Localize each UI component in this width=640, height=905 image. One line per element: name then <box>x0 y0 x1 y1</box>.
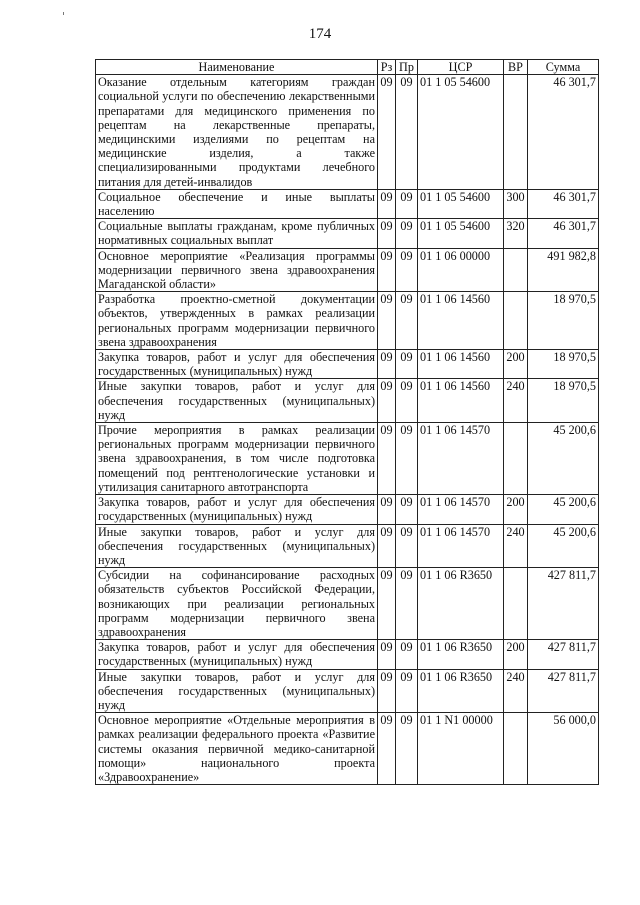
row-pr: 09 <box>396 568 418 640</box>
row-csr: 01 1 05 54600 <box>418 75 504 190</box>
row-pr: 09 <box>396 669 418 713</box>
row-sum: 18 970,5 <box>528 350 599 379</box>
table-row <box>96 219 599 248</box>
table-row <box>96 713 599 785</box>
row-vr: 240 <box>504 669 528 713</box>
row-name: Иные закупки товаров, работ и услуг для обеспечения государственных (муниципальных) нужд <box>96 379 378 423</box>
row-name: Субсидии на софинансирование расходных обязательств субъектов Российской Федерации, возникающих при реализации региональных программ модернизации первичного звена здравоохранения <box>96 568 378 640</box>
row-name: Прочие мероприятия в рамках реализации региональных программ модернизации первичного звена здравоохранения, в том числе подготовка помещений под рентгенологические установки и утилизация санитарного автотранспорта <box>96 423 378 495</box>
header-rz: Рз <box>378 60 396 75</box>
row-pr: 09 <box>396 219 418 248</box>
row-vr: 200 <box>504 495 528 524</box>
row-rz: 09 <box>378 640 396 669</box>
row-vr: 300 <box>504 189 528 218</box>
row-csr: 01 1 06 14570 <box>418 495 504 524</box>
row-sum: 46 301,7 <box>528 189 599 218</box>
table-header-row <box>96 60 599 75</box>
row-vr <box>504 568 528 640</box>
row-pr: 09 <box>396 495 418 524</box>
row-csr: 01 1 06 00000 <box>418 248 504 292</box>
table-row <box>96 292 599 350</box>
row-pr: 09 <box>396 423 418 495</box>
row-pr: 09 <box>396 248 418 292</box>
row-sum: 427 811,7 <box>528 640 599 669</box>
row-rz: 09 <box>378 495 396 524</box>
row-vr: 240 <box>504 379 528 423</box>
row-csr: 01 1 06 14560 <box>418 292 504 350</box>
row-rz: 09 <box>378 350 396 379</box>
scan-mark <box>63 12 64 15</box>
row-csr: 01 1 06 14570 <box>418 423 504 495</box>
header-pr: Пр <box>396 60 418 75</box>
row-vr: 200 <box>504 350 528 379</box>
row-vr: 320 <box>504 219 528 248</box>
row-rz: 09 <box>378 423 396 495</box>
row-sum: 45 200,6 <box>528 524 599 568</box>
row-sum: 427 811,7 <box>528 669 599 713</box>
row-name: Закупка товаров, работ и услуг для обеспечения государственных (муниципальных) нужд <box>96 640 378 669</box>
table-row <box>96 524 599 568</box>
row-name: Разработка проектно-сметной документации объектов, утвержденных в рамках реализации региональных программ модернизации первичного звена здравоохранения <box>96 292 378 350</box>
table-row <box>96 495 599 524</box>
row-vr <box>504 423 528 495</box>
row-pr: 09 <box>396 524 418 568</box>
row-vr <box>504 292 528 350</box>
row-vr: 240 <box>504 524 528 568</box>
table-row <box>96 379 599 423</box>
row-name: Иные закупки товаров, работ и услуг для обеспечения государственных (муниципальных) нужд <box>96 524 378 568</box>
row-rz: 09 <box>378 248 396 292</box>
row-pr: 09 <box>396 350 418 379</box>
row-sum: 491 982,8 <box>528 248 599 292</box>
table-row <box>96 423 599 495</box>
row-csr: 01 1 06 14560 <box>418 350 504 379</box>
row-rz: 09 <box>378 219 396 248</box>
row-name: Закупка товаров, работ и услуг для обеспечения государственных (муниципальных) нужд <box>96 495 378 524</box>
row-name: Основное мероприятие «Отдельные мероприятия в рамках реализации федерального проекта «Развитие системы оказания первичной медико-санитарной помощи» национального проекта «Здравоохранение» <box>96 713 378 785</box>
table-row <box>96 248 599 292</box>
row-sum: 56 000,0 <box>528 713 599 785</box>
header-csr: ЦСР <box>418 60 504 75</box>
table-row <box>96 189 599 218</box>
row-rz: 09 <box>378 75 396 190</box>
row-rz: 09 <box>378 379 396 423</box>
row-rz: 09 <box>378 524 396 568</box>
row-csr: 01 1 06 14570 <box>418 524 504 568</box>
row-csr: 01 1 05 54600 <box>418 219 504 248</box>
row-pr: 09 <box>396 75 418 190</box>
row-sum: 46 301,7 <box>528 75 599 190</box>
row-name: Основное мероприятие «Реализация программы модернизации первичного звена здравоохранения Магаданской области» <box>96 248 378 292</box>
row-csr: 01 1 06 R3650 <box>418 640 504 669</box>
row-vr <box>504 248 528 292</box>
table-row <box>96 640 599 669</box>
table-row <box>96 568 599 640</box>
row-pr: 09 <box>396 379 418 423</box>
row-pr: 09 <box>396 189 418 218</box>
row-rz: 09 <box>378 189 396 218</box>
table-row <box>96 669 599 713</box>
row-pr: 09 <box>396 713 418 785</box>
row-name: Социальные выплаты гражданам, кроме публичных нормативных социальных выплат <box>96 219 378 248</box>
table-row <box>96 350 599 379</box>
row-rz: 09 <box>378 713 396 785</box>
row-name: Оказание отдельным категориям граждан социальной услуги по обеспечению лекарственными препаратами для медицинского применения по рецептам на лекарственные препараты, медицинскими изделиями по рецептам на медицинские изделия, а также специализированными продуктами лечебного питания для детей-инвалидов <box>96 75 378 190</box>
row-pr: 09 <box>396 292 418 350</box>
row-name: Закупка товаров, работ и услуг для обеспечения государственных (муниципальных) нужд <box>96 350 378 379</box>
row-sum: 45 200,6 <box>528 423 599 495</box>
row-csr: 01 1 06 14560 <box>418 379 504 423</box>
table-row <box>96 75 599 190</box>
row-sum: 427 811,7 <box>528 568 599 640</box>
row-rz: 09 <box>378 669 396 713</box>
row-sum: 18 970,5 <box>528 292 599 350</box>
header-name: Наименование <box>96 60 378 75</box>
row-csr: 01 1 06 R3650 <box>418 568 504 640</box>
header-vr: ВР <box>504 60 528 75</box>
header-sum: Сумма <box>528 60 599 75</box>
row-rz: 09 <box>378 292 396 350</box>
row-csr: 01 1 N1 00000 <box>418 713 504 785</box>
row-pr: 09 <box>396 640 418 669</box>
row-name: Иные закупки товаров, работ и услуг для обеспечения государственных (муниципальных) нужд <box>96 669 378 713</box>
row-csr: 01 1 06 R3650 <box>418 669 504 713</box>
row-name: Социальное обеспечение и иные выплаты населению <box>96 189 378 218</box>
row-vr <box>504 75 528 190</box>
row-sum: 45 200,6 <box>528 495 599 524</box>
row-sum: 46 301,7 <box>528 219 599 248</box>
page-number: 174 <box>308 26 332 42</box>
row-sum: 18 970,5 <box>528 379 599 423</box>
budget-table <box>95 59 599 785</box>
row-vr <box>504 713 528 785</box>
row-rz: 09 <box>378 568 396 640</box>
row-vr: 200 <box>504 640 528 669</box>
row-csr: 01 1 05 54600 <box>418 189 504 218</box>
